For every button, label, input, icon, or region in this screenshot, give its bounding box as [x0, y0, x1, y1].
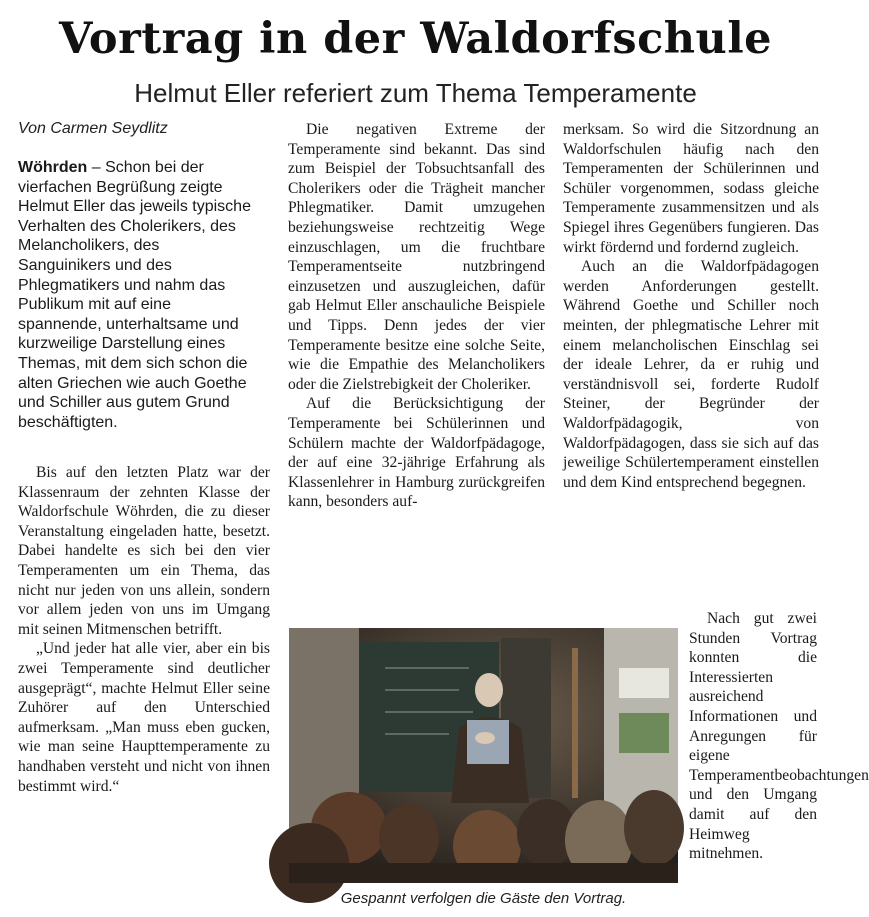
lead-paragraph: [18, 158, 256, 432]
photo-caption: Gespannt verfolgen die Gäste den Vortrag.: [340, 890, 627, 907]
column-3-body: [563, 120, 819, 492]
paragraph: Auch an die Waldorfpädagogen werden Anforderungen gestellt. Während Goethe und Schiller noch meinten, der phlegmatische Lehrer mit einem melancholischen Einschlag sei der ideale Lehrer, da er ruhig und verständnisvoll sei, forderte Rudolf Steiner, der Begründer der Waldorfpädagogik, von Waldorfpädagogen, dass sie sich auf das jeweilige Schülertemperament einstellen und dem Kind entsprechend begegnen.: [563, 258, 819, 491]
paragraph: „Und jeder hat alle vier, aber ein bis zwei Temperamente sind deutlicher ausgeprägt“, machte Helmut Eller seine Zuhörer auf den Unterschied aufmerksam. „Man muss eben gucken, wie man seine Haupttemperamente zu handhaben versteht und nicht von ihnen bestimmt wird.“: [18, 640, 270, 795]
paragraph: merksam. So wird die Sitzordnung an Waldorfschulen häufig nach den Temperamenten der Schülerinnen und Schüler vorgenommen, sodass gleiche Temperamente zusammensitzen und als Spiegel ihres Gegenübers fungieren. Das wirkt fördernd und fordernd zugleich.: [563, 121, 819, 256]
column-1-body: [18, 463, 270, 796]
paragraph: Die negativen Extreme der Temperamente sind bekannt. Das sind zum Beispiel der Tobsuchtsanfall des Cholerikers oder die Trägheit mancher Phlegmatiker. Damit umzugehen beziehungsweise rechtzeitig Wege einzuschlagen, um die fruchtbare Temperamentseite nutzbringend einzusetzen und auszugleichen, dafür gab Helmut Eller anschauliche Beispiele und Tipps. Denn jedes der vier Temperamente besitze eine solche Seite, wie die Empathie des Melancholikers oder die Zielstrebigkeit der Choleriker.: [288, 121, 545, 393]
lecture-photo-illustration: [289, 628, 678, 883]
column-2-body: [288, 120, 545, 512]
dateline: Wöhrden: [18, 159, 88, 176]
paragraph: Bis auf den letzten Platz war der Klassenraum der zehnten Klasse der Waldorfschule Wöhrden, die zu dieser Veranstaltung eingeladen hatte, besetzt. Dabei handelte es sich bei den vier Temperamenten um ein Thema, das nicht nur jeden von uns allein, sondern vor allem jeden von uns im Umgang mit seinen Mitmenschen betrifft.: [18, 464, 270, 638]
article-headline: Vortrag in der Waldorfschule: [58, 14, 773, 64]
paragraph: Auf die Berücksichtigung der Temperamente bei Schülerinnen und Schülern machte der Waldorfpädagoge, der auf eine 32-jährige Erfahrung als Klassenlehrer in Hamburg zurückgreifen kann, besonders auf-: [288, 395, 545, 511]
column-3-continuation: [689, 609, 869, 864]
paragraph: Nach gut zwei Stunden Vortrag konnten die Interessierten ausreichend Informationen und Anregungen für eigene Temperamentbeobachtungen und den Umgang damit auf den Heimweg mitnehmen.: [689, 610, 869, 863]
article-byline: Von Carmen Seydlitz: [18, 120, 168, 137]
article-subheadline: Helmut Eller referiert zum Thema Temperamente: [134, 78, 697, 108]
lead-text: – Schon bei der vierfachen Begrüßung zeigte Helmut Eller das jeweils typische Verhalten des Cholerikers, des Melancholikers, des Sanguinikers und des Phlegmatikers und nahm das Publikum mit auf eine spannende, unterhaltsame und kurzweilige Darstellung eines Themas, mit dem sich schon die alten Griechen wie auch Goethe und Schiller aus gutem Grund beschäftigten.: [18, 159, 251, 431]
lecture-photo: [289, 628, 678, 883]
